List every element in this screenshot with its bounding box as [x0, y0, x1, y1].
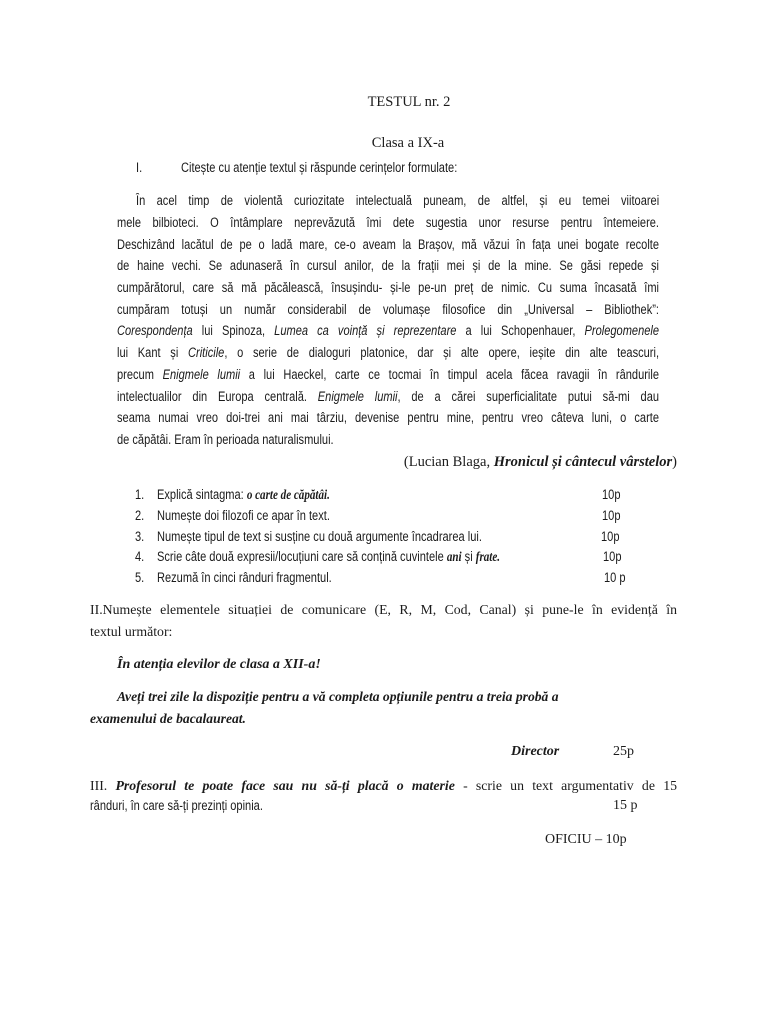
passage-line	[117, 301, 659, 319]
notice-signature: Director	[511, 744, 560, 759]
question-number: 5.	[135, 570, 145, 585]
question-number: 3.	[135, 529, 145, 544]
question-emphasis: o carte de căpătâi.	[246, 487, 330, 502]
passage-text: lui Spinoza,	[192, 323, 275, 338]
passage-text: intelectualilor din Europa centrală.	[117, 389, 318, 404]
passage-line	[117, 257, 659, 275]
question-text-segment: Explică sintagma:	[157, 487, 247, 502]
part3-task-text: - scrie un text argumentativ de 15	[454, 778, 677, 793]
passage-line	[117, 236, 659, 254]
passage-text: de haine vechi. Se adunaseră în cursul anilor, de la frații mei și de la mine. Se găsi repede și	[117, 258, 660, 273]
question-number: 4.	[135, 549, 145, 564]
notice-title: În atenția elevilor de clasa a XII-a!	[117, 657, 321, 672]
part3-task	[90, 777, 677, 795]
passage-text: precum	[117, 367, 163, 382]
question-text	[157, 486, 330, 504]
passage-text: mele bilbioteci. O întâmplare neprevăzută îmi dete sugestia unor resurse pentru întemeiere.	[117, 215, 660, 230]
passage-work-title: Corespondența	[117, 323, 193, 338]
test-title: TESTUL nr. 2	[367, 94, 451, 110]
passage-text: Deschizând lacătul de pe o ladă mare, ce-o aveam la Brașov, mă văzui în fața unei bogate recolte	[117, 237, 660, 252]
question-text: Rezumă în cinci rânduri fragmentul.	[157, 570, 332, 585]
oficiu-points: OFICIU – 10p	[545, 832, 627, 847]
part1-number: I.	[136, 160, 143, 175]
passage-line	[136, 192, 659, 210]
question-text-segment: și	[461, 549, 476, 564]
passage-text: , de a cărei superficialitate putui să-mi dau	[397, 389, 660, 404]
question-emphasis: ani	[446, 549, 462, 564]
passage-work-title: Enigmele lumii	[162, 367, 241, 382]
question-points: 10p	[602, 508, 621, 523]
passage-line	[117, 344, 659, 362]
part2-points: 25p	[613, 744, 634, 759]
notice-body: Aveți trei zile la dispoziție pentru a vă completa opțiunile pentru a treia probă a	[117, 689, 559, 704]
passage-work-title: Prolegomenele	[584, 323, 660, 338]
passage-work-title: Enigmele lumii	[317, 389, 398, 404]
passage-text: a lui Haeckel, carte ce tocmai în timpul acela făcea ravagii în rândurile	[240, 367, 660, 382]
passage-text: cumpărătorul, care să mă păcălească, însușindu- și-le pe-un preț de nimic. Cu suma încasată îmi	[117, 280, 660, 295]
passage-line	[117, 409, 659, 427]
question-emphasis: frate.	[475, 549, 501, 564]
passage-line	[117, 279, 659, 297]
passage-line	[117, 214, 659, 232]
passage-line	[117, 366, 659, 384]
question-points: 10p	[601, 529, 620, 544]
part1-instruction: Citește cu atenție textul și răspunde cerințelor formulate:	[181, 160, 458, 175]
part3-topic: Profesorul te poate face sau nu să-ți placă o materie	[115, 778, 455, 793]
part3-task-cont: rânduri, în care să-ți prezinți opinia.	[90, 798, 263, 813]
passage-text: cumpăram totuși un număr considerabil de volumașe filosofice din „Universal – Bibliothek”:	[117, 302, 660, 317]
passage-line	[117, 431, 334, 449]
class-subtitle: Clasa a IX-a	[371, 135, 445, 151]
question-points: 10p	[602, 487, 621, 502]
question-text: Numește tipul de text si susține cu două argumente încadrarea lui.	[157, 529, 482, 544]
part3-number: III.	[90, 778, 116, 793]
source-author: (Lucian Blaga,	[403, 454, 494, 470]
question-number: 2.	[135, 508, 145, 523]
part2-instruction: II.Numește elementele situației de comunicare (E, R, M, Cod, Canal) și pune-le în evidență în	[90, 602, 677, 617]
question-text: Numește doi filozofi ce apar în text.	[157, 508, 330, 523]
passage-text: , o serie de dialoguri platonice, dar și alte opere, ieșite din alte teascuri,	[224, 345, 660, 360]
passage-work-title: Criticile	[188, 345, 225, 360]
passage-work-title: Lumea ca voință și reprezentare	[274, 323, 457, 338]
question-text	[157, 548, 500, 566]
question-number: 1.	[135, 487, 145, 502]
passage-text: seama numai vreo doi-trei ani mai târziu, devenise pentru mine, pentru vreo câteva luni, o carte	[117, 410, 660, 425]
source-close: )	[672, 454, 677, 470]
passage-line	[117, 388, 659, 406]
question-points: 10 p	[604, 570, 626, 585]
part3-points: 15 p	[613, 798, 638, 813]
passage-source	[404, 453, 677, 471]
passage-text: În acel timp de violentă curiozitate intelectuală puneam, de altfel, și eu temei viitoarei	[136, 193, 660, 208]
source-work: Hronicul și cântecul vârstelor	[493, 454, 673, 470]
passage-line	[117, 322, 659, 340]
passage-text: lui Kant și	[117, 345, 189, 360]
notice-body-cont: examenului de bacalaureat.	[90, 711, 246, 726]
passage-text: de căpătâi. Eram în perioada naturalismului.	[117, 432, 334, 447]
question-text-segment: Scrie câte două expresii/locuțiuni care să conțină cuvintele	[157, 549, 447, 564]
question-points: 10p	[603, 549, 622, 564]
passage-text: a lui Schopenhauer,	[456, 323, 585, 338]
part2-instruction-cont: textul următor:	[90, 624, 173, 639]
